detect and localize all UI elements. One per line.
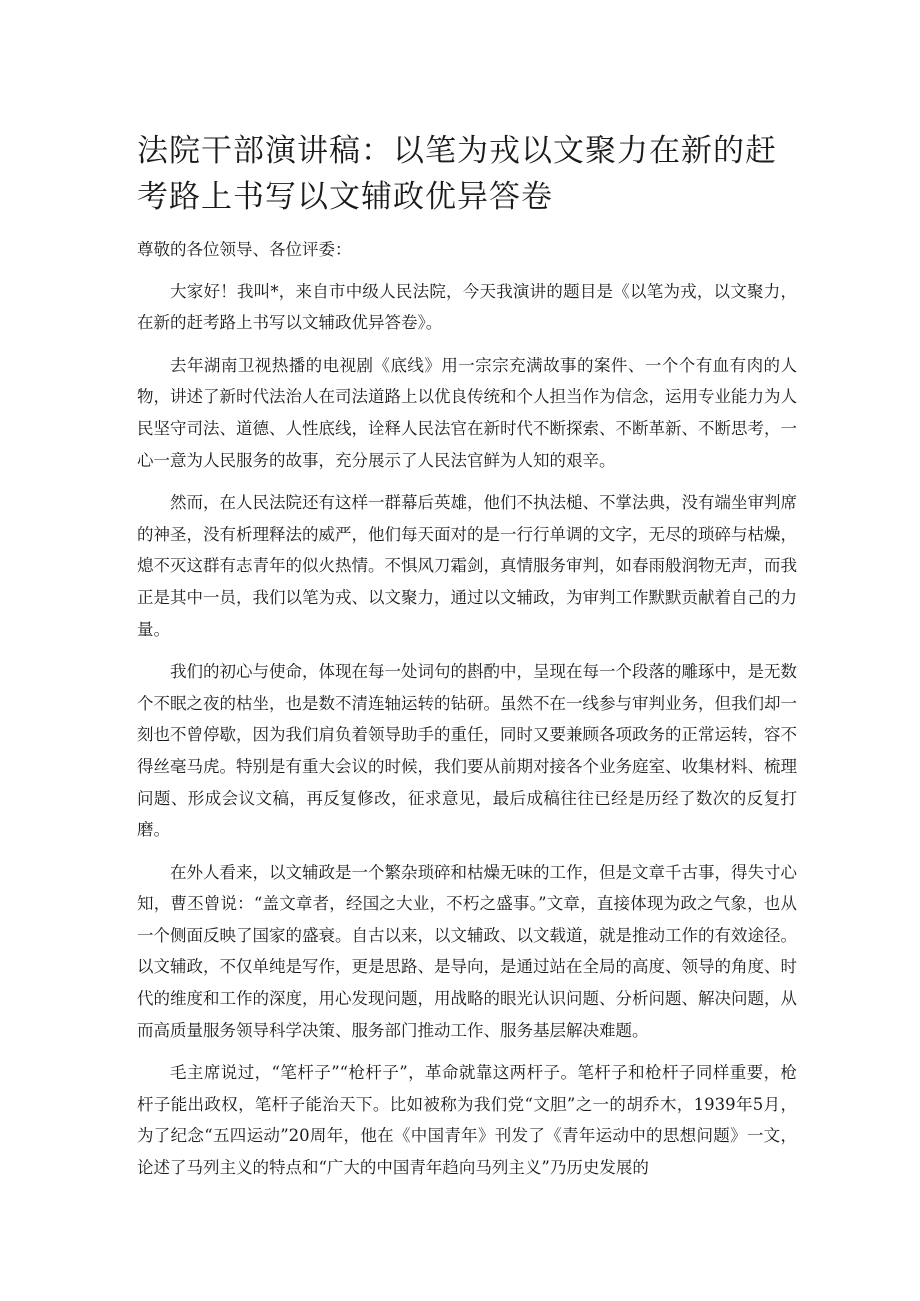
paragraph-opening: 大家好！我叫*，来自市中级人民法院，今天我演讲的题目是《以笔为戎，以文聚力，在新的赶考路上书写以文辅政优异答卷》。 (137, 281, 797, 333)
paragraph-behind-scenes: 然而，在人民法院还有这样一群幕后英雄，他们不执法槌、不掌法典，没有端坐审判席的神圣，没有析理释法的威严，他们每天面对的是一行行单调的文字，无尽的琐碎与枯燥，熄不灭这群有志青年的似火热情。不惧风刀霜剑，真情服务审判，如春雨般润物无声，而我正是其中一员，我们以笔为戎、以文聚力，通过以文辅政，为审判工作默默贡献着自己的力量。 (137, 493, 797, 639)
paragraph-tv-series: 去年湖南卫视热播的电视剧《底线》用一宗宗充满故事的案件、一个个有血有肉的人物，讲述了新时代法治人在司法道路上以优良传统和个人担当作为信念，运用专业能力为人民坚守司法、道德、人性底线，诠释人民法官在新时代不断探索、不断革新、不断思考，一心一意为人民服务的故事，充分展示了人民法官鲜为人知的艰辛。 (137, 355, 797, 470)
paragraph-chairman-mao: 毛主席说过，“笔杆子”“枪杆子”，革命就靠这两杆子。笔杆子和枪杆子同样重要，枪杆子能出政权，笔杆子能治天下。比如被称为我们党“文胆”之一的胡乔木，1939年5月，为了纪念“五四运动”20周年，他在《中国青年》刊发了《青年运动中的思想问题》一文，论述了马列主义的特点和“广大的中国青年趋向马列主义”乃历史发展的 (137, 1063, 797, 1178)
document-title: 法院干部演讲稿：以笔为戎以文聚力在新的赶考路上书写以文辅政优异答卷 (137, 133, 777, 215)
salutation: 尊敬的各位领导、各位评委： (137, 240, 352, 259)
paragraph-mission: 我们的初心与使命，体现在每一处词句的斟酌中，呈现在每一个段落的雕琢中，是无数个不眠之夜的枯坐，也是数不清连轴运转的钻研。虽然不在一线参与审判业务，但我们却一刻也不曾停歇，因为我们肩负着领导助手的重任，同时又要兼顾各项政务的正常运转，容不得丝毫马虎。特别是有重大会议的时候，我们要从前期对接各个业务庭室、收集材料、梳理问题、形成会议文稿，再反复修改，征求意见，最后成稿往往已经是历经了数次的反复打磨。 (137, 662, 797, 840)
paragraph-writing-value: 在外人看来，以文辅政是一个繁杂琐碎和枯燥无味的工作，但是文章千古事，得失寸心知，曹丕曾说：“盖文章者，经国之大业，不朽之盛事。”文章，直接体现为政之气象，也从一个侧面反映了国家的盛衰。自古以来，以文辅政、以文载道，就是推动工作的有效途径。以文辅政，不仅单纯是写作，更是思路、是导向，是通过站在全局的高度、领导的角度、时代的维度和工作的深度，用心发现问题，用战略的眼光认识问题、分析问题、解决问题，从而高质量服务领导科学决策、服务部门推动工作、服务基层解决难题。 (137, 862, 797, 1040)
document-body (137, 234, 797, 1195)
